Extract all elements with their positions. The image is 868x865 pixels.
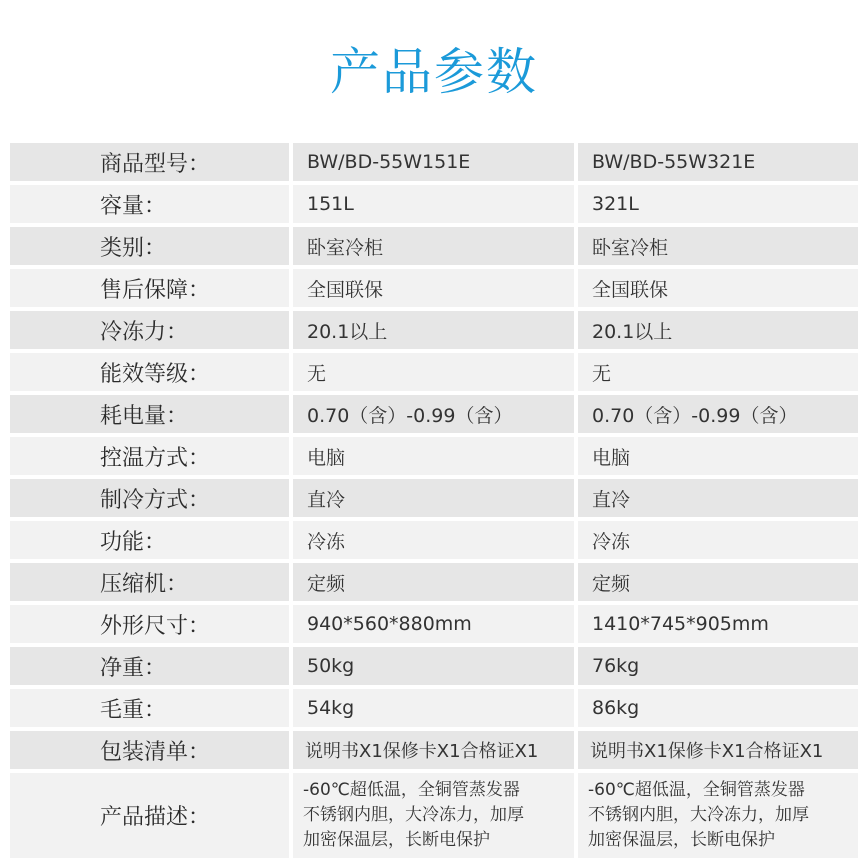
row-label: 包装清单： <box>10 731 289 769</box>
value-gross-weight-1: 54kg <box>293 689 574 727</box>
value-energy-grade-2: 无 <box>578 353 858 391</box>
value-category-1: 卧室冷柜 <box>293 227 574 265</box>
value-power-2: 0.70（含）-0.99（含） <box>578 395 858 433</box>
value-net-weight-2: 76kg <box>578 647 858 685</box>
row-label: 控温方式： <box>10 437 289 475</box>
row-label: 类别： <box>10 227 289 265</box>
spec-row-gross-weight <box>10 689 858 727</box>
value-description-2 <box>578 773 858 858</box>
row-label: 售后保障： <box>10 269 289 307</box>
value-function-2: 冷冻 <box>578 521 858 559</box>
value-model-2: BW/BD-55W321E <box>578 143 858 181</box>
row-label: 毛重： <box>10 689 289 727</box>
value-dimensions-1: 940*560*880mm <box>293 605 574 643</box>
spec-row-net-weight <box>10 647 858 685</box>
value-cooling-1: 直冷 <box>293 479 574 517</box>
spec-row-capacity <box>10 185 858 223</box>
value-gross-weight-2: 86kg <box>578 689 858 727</box>
spec-row-power-consumption <box>10 395 858 433</box>
value-description-1 <box>293 773 574 858</box>
page-title: 产品参数 <box>330 43 538 101</box>
description-line: 加密保温层，长断电保护 <box>588 830 775 850</box>
row-label: 容量： <box>10 185 289 223</box>
row-label: 能效等级： <box>10 353 289 391</box>
value-temp-control-1: 电脑 <box>293 437 574 475</box>
value-cooling-2: 直冷 <box>578 479 858 517</box>
description-line: 不锈钢内胆，大冷冻力，加厚 <box>588 805 809 825</box>
value-freezing-2: 20.1以上 <box>578 311 858 349</box>
spec-row-energy-grade <box>10 353 858 391</box>
row-label: 冷冻力： <box>10 311 289 349</box>
value-temp-control-2: 电脑 <box>578 437 858 475</box>
row-label: 制冷方式： <box>10 479 289 517</box>
row-label: 功能： <box>10 521 289 559</box>
value-category-2: 卧室冷柜 <box>578 227 858 265</box>
value-freezing-1: 20.1以上 <box>293 311 574 349</box>
row-label: 外形尺寸： <box>10 605 289 643</box>
row-label: 商品型号： <box>10 143 289 181</box>
row-label: 净重： <box>10 647 289 685</box>
value-package-2: 说明书X1保修卡X1合格证X1 <box>578 731 858 769</box>
description-line: 不锈钢内胆，大冷冻力，加厚 <box>303 805 524 825</box>
spec-row-package-list <box>10 731 858 769</box>
spec-row-cooling-method <box>10 479 858 517</box>
row-label: 产品描述： <box>10 773 289 858</box>
value-capacity-2: 321L <box>578 185 858 223</box>
spec-table <box>10 143 858 858</box>
value-function-1: 冷冻 <box>293 521 574 559</box>
value-power-1: 0.70（含）-0.99（含） <box>293 395 574 433</box>
spec-row-dimensions <box>10 605 858 643</box>
spec-row-category <box>10 227 858 265</box>
value-energy-grade-1: 无 <box>293 353 574 391</box>
value-compressor-1: 定频 <box>293 563 574 601</box>
value-dimensions-2: 1410*745*905mm <box>578 605 858 643</box>
description-line: -60℃超低温，全铜管蒸发器 <box>588 780 805 800</box>
value-package-1: 说明书X1保修卡X1合格证X1 <box>293 731 574 769</box>
value-compressor-2: 定频 <box>578 563 858 601</box>
spec-row-temp-control <box>10 437 858 475</box>
spec-row-freezing-capacity <box>10 311 858 349</box>
value-model-1: BW/BD-55W151E <box>293 143 574 181</box>
value-warranty-2: 全国联保 <box>578 269 858 307</box>
spec-row-warranty <box>10 269 858 307</box>
spec-row-compressor <box>10 563 858 601</box>
spec-row-model <box>10 143 858 181</box>
row-label: 压缩机： <box>10 563 289 601</box>
spec-row-function <box>10 521 858 559</box>
spec-row-description <box>10 773 858 858</box>
value-capacity-1: 151L <box>293 185 574 223</box>
row-label: 耗电量： <box>10 395 289 433</box>
value-warranty-1: 全国联保 <box>293 269 574 307</box>
value-net-weight-1: 50kg <box>293 647 574 685</box>
description-line: -60℃超低温，全铜管蒸发器 <box>303 780 520 800</box>
description-line: 加密保温层，长断电保护 <box>303 830 490 850</box>
